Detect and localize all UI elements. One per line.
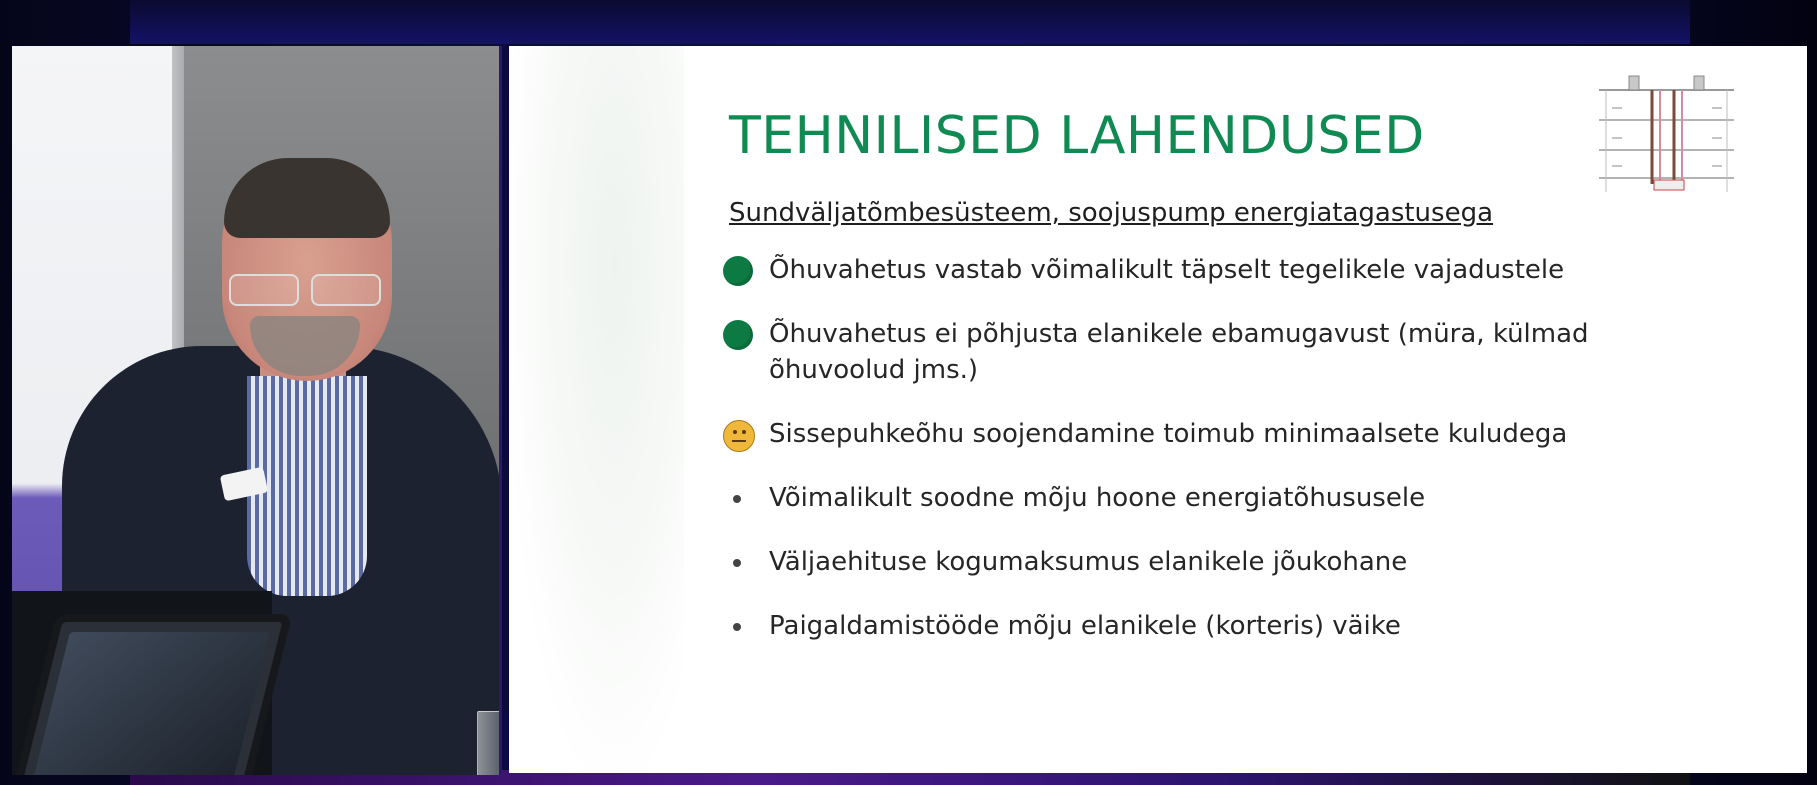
- tablet: [12, 614, 292, 775]
- slide-title: TEHNILISED LAHENDUSED: [729, 106, 1425, 166]
- bullet-text: Võimalikult soodne mõju hoone energiatõhususele: [769, 483, 1426, 513]
- list-item: [719, 608, 1659, 644]
- bullet-dot-icon: [733, 495, 741, 503]
- bullet-text: Õhuvahetus vastab võimalikult täpselt tegelikele vajadustele: [769, 255, 1565, 285]
- bullet-text: Õhuvahetus ei põhjusta elanikele ebamugavust (müra, külmad õhuvoolud jms.): [769, 319, 1589, 385]
- neutral-face-icon: [723, 420, 755, 452]
- list-item: [719, 252, 1659, 288]
- ventilation-diagram-icon: [1594, 72, 1739, 192]
- stage-top-glow: [130, 0, 1690, 44]
- green-circle-icon: [723, 256, 753, 286]
- presentation-slide: [509, 46, 1807, 773]
- camera-feed: [12, 46, 502, 775]
- list-item: [719, 480, 1659, 516]
- list-item: [719, 416, 1659, 452]
- bullet-text: Sissepuhkeõhu soojendamine toimub minimaalsete kuludega: [769, 419, 1568, 449]
- slide-background-decoration: [509, 46, 684, 773]
- bullet-text: Väljaehituse kogumaksumus elanikele jõukohane: [769, 547, 1408, 577]
- bullet-text: Paigaldamistööde mõju elanikele (korteris) väike: [769, 611, 1401, 641]
- green-circle-icon: [723, 320, 753, 350]
- list-item: [719, 316, 1659, 388]
- bullet-dot-icon: [733, 559, 741, 567]
- bullet-dot-icon: [733, 623, 741, 631]
- bullet-list: [719, 252, 1659, 672]
- presenter-glasses: [225, 274, 385, 306]
- slide-subtitle: Sundväljatõmbesüsteem, soojuspump energiatagastusega: [729, 198, 1494, 228]
- water-glass: [477, 711, 502, 775]
- list-item: [719, 544, 1659, 580]
